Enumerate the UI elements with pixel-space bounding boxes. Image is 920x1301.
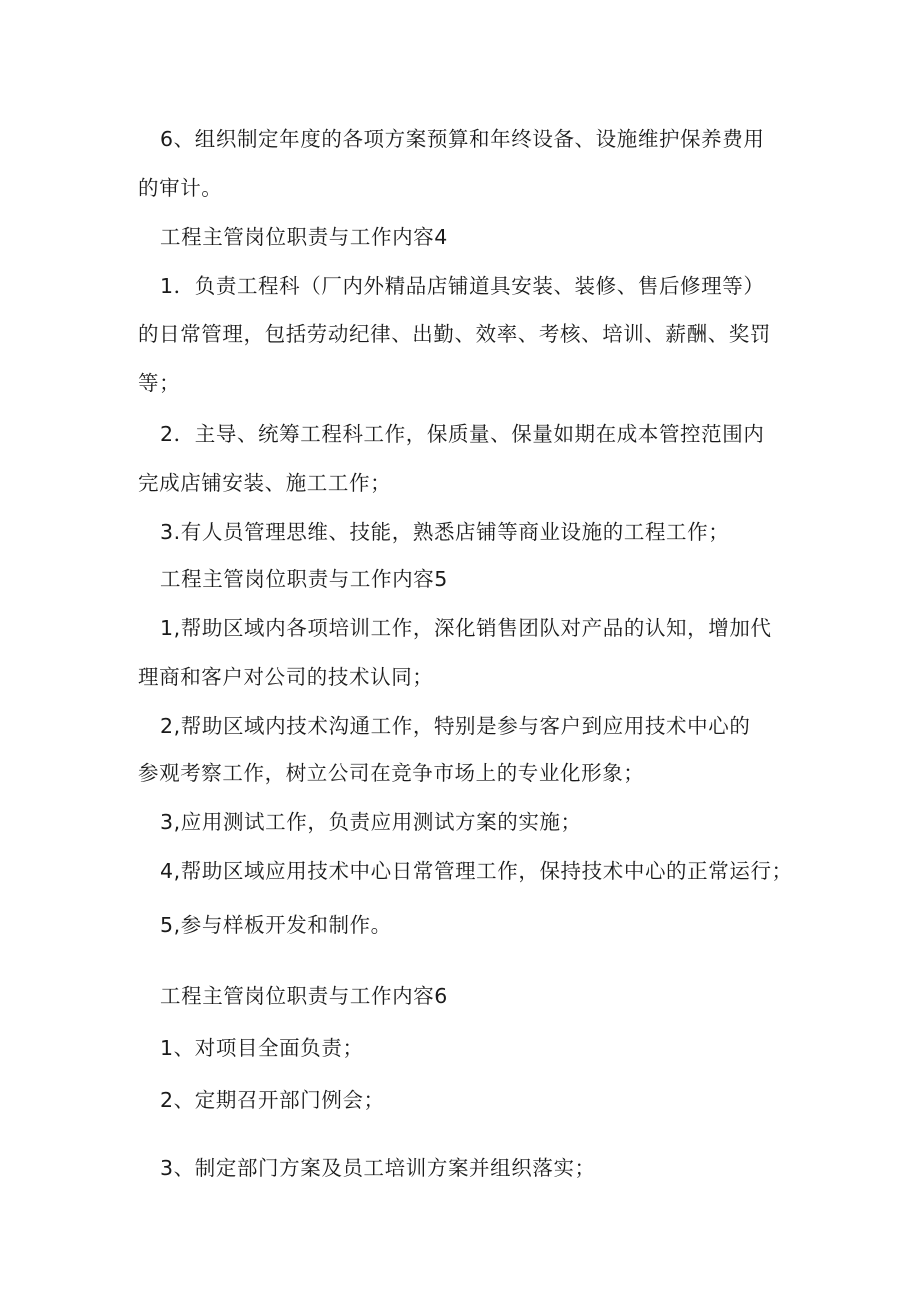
paragraph-line: 3.有人员管理思维、技能，熟悉店铺等商业设施的工程工作； [160, 520, 730, 544]
paragraph-line: 2、定期召开部门例会； [160, 1088, 385, 1112]
section-heading: 工程主管岗位职责与工作内容4 [160, 225, 448, 249]
paragraph-line: 参观考察工作，树立公司在竞争市场上的专业化形象； [138, 761, 645, 785]
paragraph-line: 完成店铺安装、施工工作； [138, 471, 392, 495]
paragraph-line: 3、制定部门方案及员工培训方案并组织落实； [160, 1156, 596, 1180]
paragraph-line: 1．负责工程科（厂内外精品店铺道具安装、装修、售后修理等） [160, 274, 765, 298]
paragraph-line: 1、对项目全面负责； [160, 1036, 364, 1060]
paragraph-line: 6、组织制定年度的各项方案预算和年终设备、设施维护保养费用 [160, 127, 765, 151]
section-heading: 工程主管岗位职责与工作内容6 [160, 984, 448, 1008]
paragraph-line: 等； [138, 371, 181, 395]
section-heading: 工程主管岗位职责与工作内容5 [160, 567, 448, 591]
paragraph-line: 1,帮助区域内各项培训工作，深化销售团队对产品的认知，增加代 [160, 616, 772, 640]
paragraph-line: 4,帮助区域应用技术中心日常管理工作，保持技术中心的正常运行； [160, 859, 793, 883]
paragraph-line: 3,应用测试工作，负责应用测试方案的实施； [160, 810, 582, 834]
paragraph-line: 的审计。 [138, 176, 223, 200]
paragraph-line: 5,参与样板开发和制作。 [160, 913, 392, 937]
paragraph-line: 理商和客户对公司的技术认同； [138, 665, 434, 689]
paragraph-line: 的日常管理，包括劳动纪律、出勤、效率、考核、培训、薪酬、奖罚 [138, 322, 771, 346]
paragraph-line: 2,帮助区域内技术沟通工作，特别是参与客户到应用技术中心的 [160, 714, 751, 738]
paragraph-line: 2．主导、统筹工程科工作，保质量、保量如期在成本管控范围内 [160, 422, 765, 446]
